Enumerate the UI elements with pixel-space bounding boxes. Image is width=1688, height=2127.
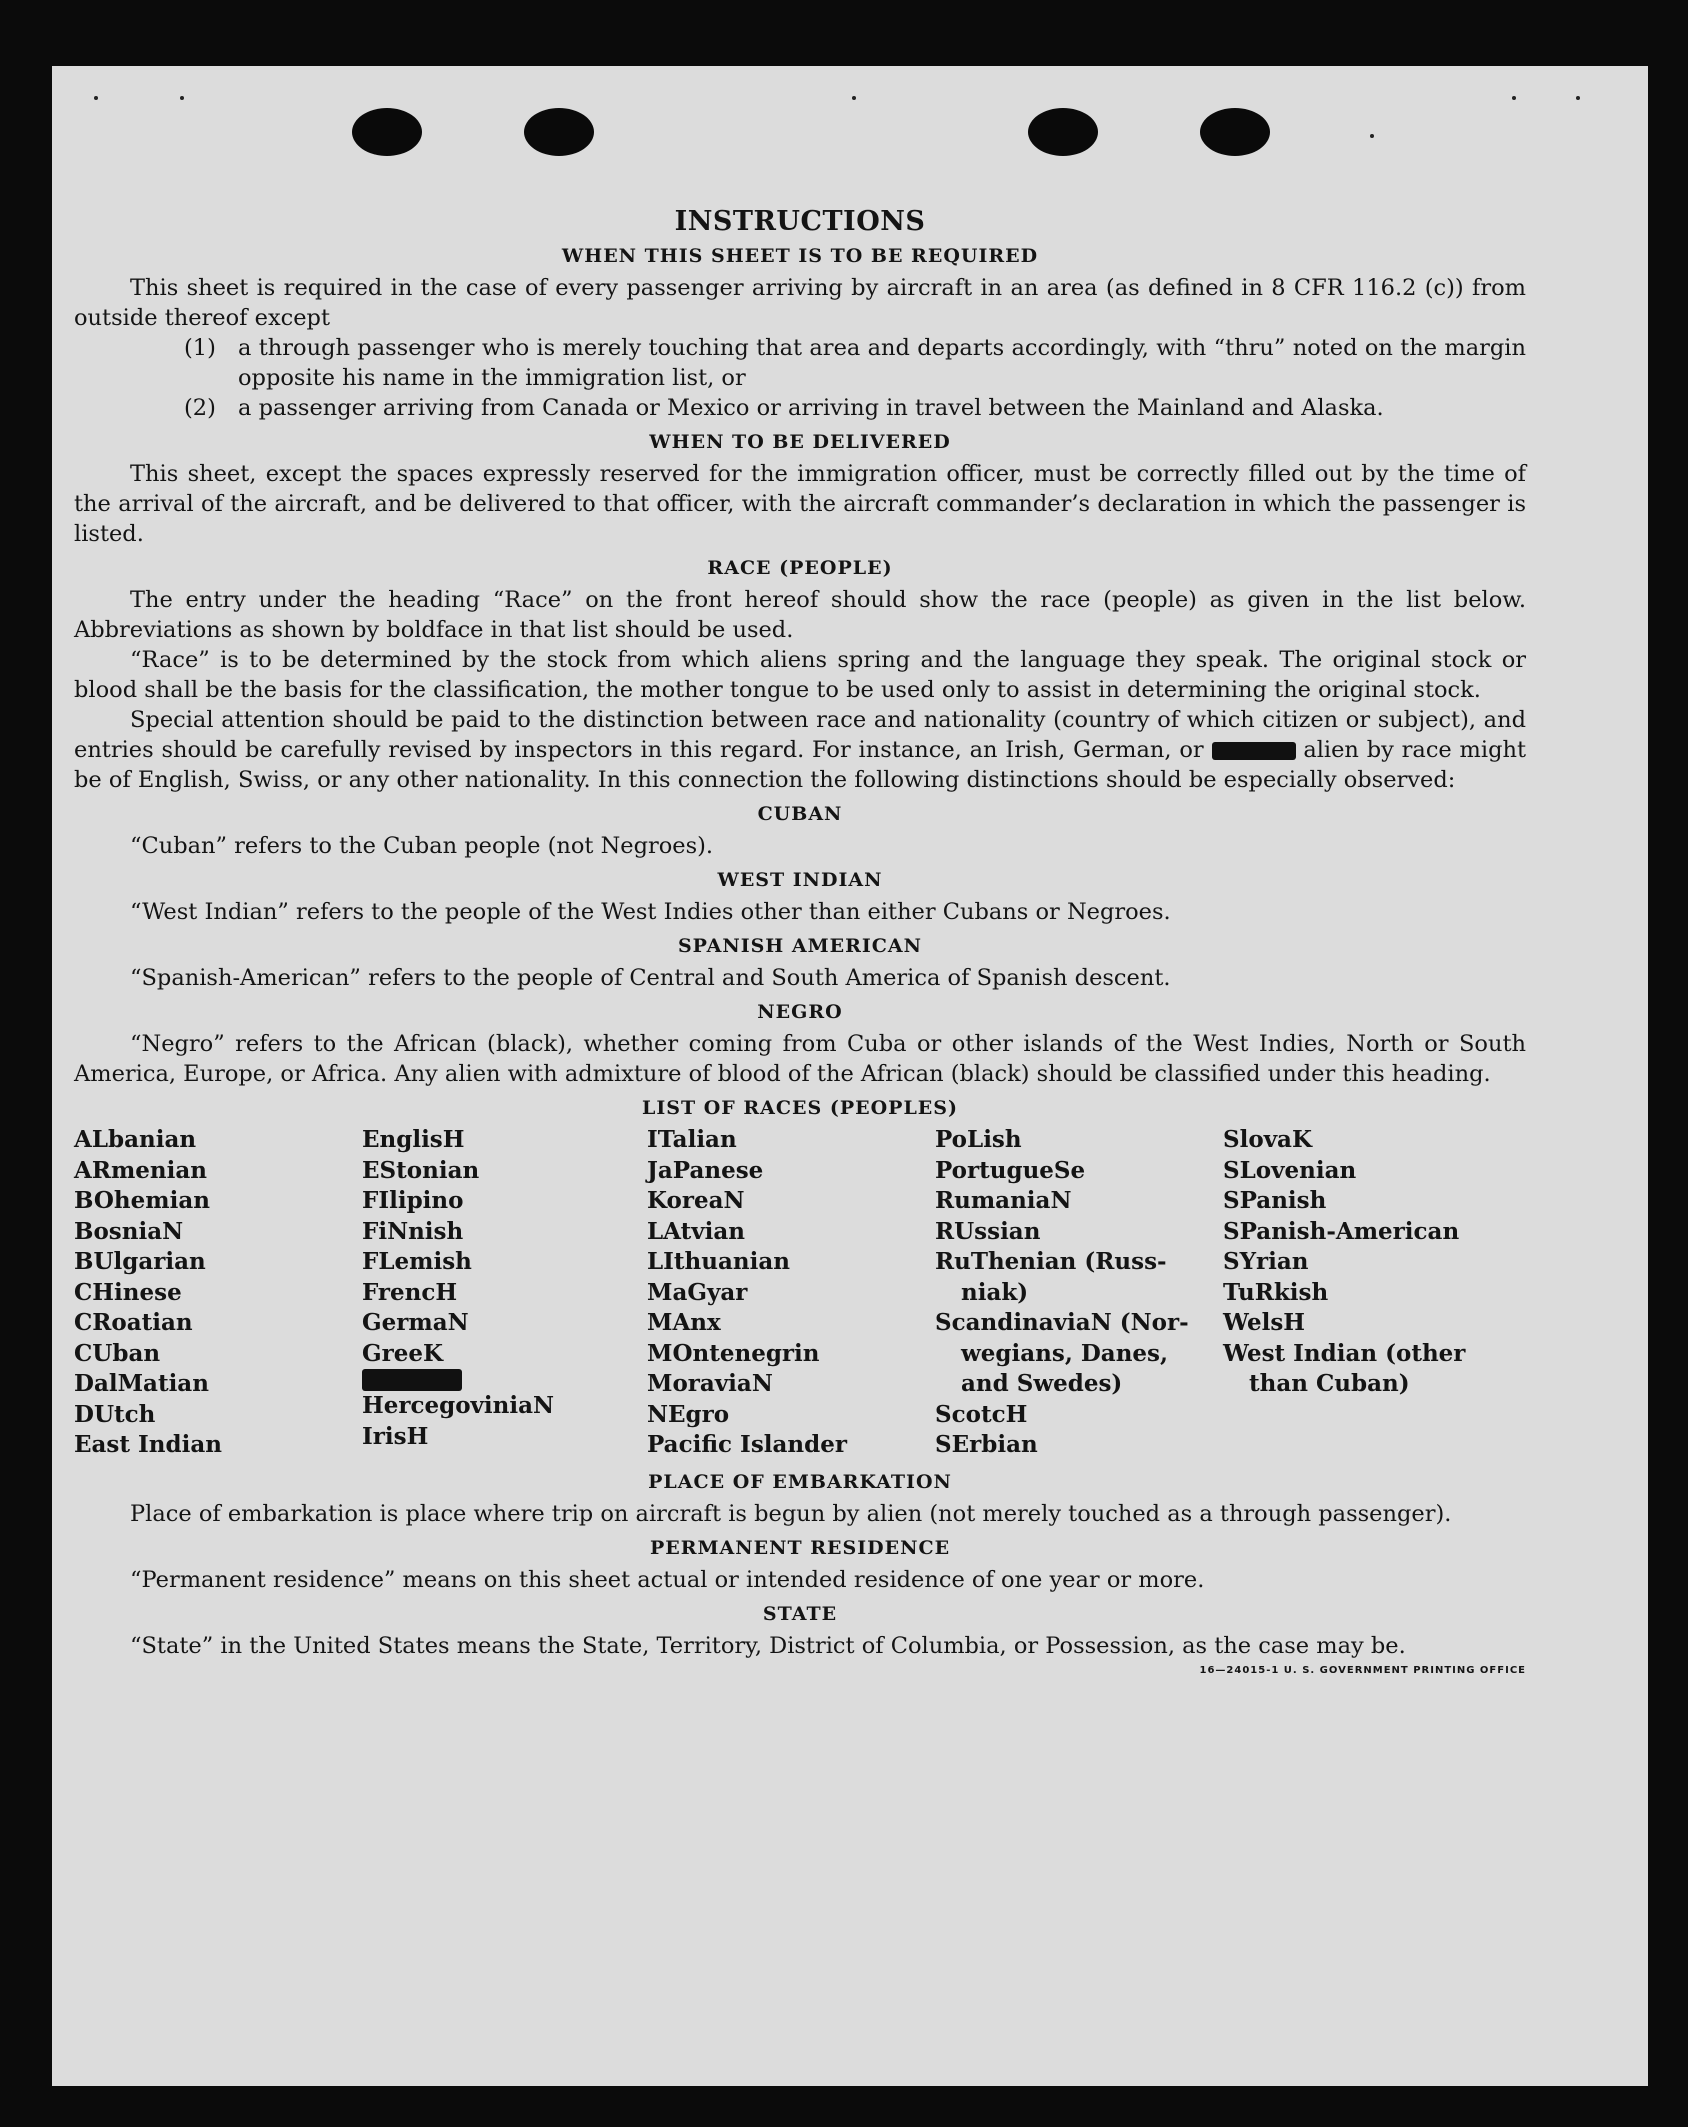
heading-residence: PERMANENT RESIDENCE	[649, 1536, 951, 1559]
page-title: INSTRUCTIONS	[674, 206, 926, 237]
race-entry: BUlgarian	[74, 1248, 206, 1275]
item-text: a passenger arriving from Canada or Mexico or arriving in travel between the Mainland and Alaska.	[238, 395, 1384, 421]
heading-when-delivered: WHEN TO BE DELIVERED	[649, 431, 951, 453]
west-indian-text: “West Indian” refers to the people of the West Indies other than either Cubans or Negroes.	[130, 899, 1171, 925]
item-text: a through passenger who is merely touching that area and departs accordingly, with “thru” noted on the margin opposite his name in the immigration list, or	[238, 335, 1526, 391]
race-entry: and Swedes)	[961, 1370, 1123, 1397]
race-entry: MOntenegrin	[647, 1339, 820, 1367]
race-entry: Pacific Islander	[647, 1431, 847, 1458]
when-required-intro: This sheet is required in the case of every passenger arriving by aircraft in an area (as defined in 8 CFR 116.2 (c)) from outside thereof except	[74, 275, 1526, 331]
race-entry: EStonian	[362, 1156, 480, 1184]
speck	[94, 96, 98, 100]
state-block	[74, 1631, 1526, 1676]
race-entry: IrisH	[362, 1422, 429, 1450]
race-column-2	[362, 1125, 647, 1461]
race-entry: FiNnish	[362, 1217, 464, 1245]
race-entry: ALbanian	[74, 1126, 197, 1153]
exception-item-2	[74, 393, 1526, 423]
race-entry: DUtch	[74, 1400, 156, 1428]
race-column-3	[647, 1125, 935, 1461]
race-entry: ScotcH	[935, 1400, 1028, 1428]
race-entry: FIlipino	[362, 1187, 464, 1214]
race-entry: ScandinaviaN (Nor-	[935, 1309, 1189, 1336]
race-entry: CHinese	[74, 1278, 182, 1306]
item-number: (1)	[184, 335, 216, 361]
race-entry: BOhemian	[74, 1187, 210, 1214]
speck	[1576, 96, 1580, 100]
cuban-text: “Cuban” refers to the Cuban people (not Negroes).	[130, 833, 714, 859]
race-entry: CRoatian	[74, 1309, 193, 1336]
race-entry: HercegoviniaN	[362, 1392, 555, 1419]
race-entry: GermaN	[362, 1309, 469, 1336]
race-entry: FLemish	[362, 1248, 472, 1275]
instructions-content	[74, 206, 1527, 1676]
race-entry: LIthuanian	[647, 1248, 790, 1275]
residence-text: “Permanent residence” means on this sheet actual or intended residence of one year or more.	[130, 1566, 1205, 1593]
heading-when-required: WHEN THIS SHEET IS TO BE REQUIRED	[561, 245, 1039, 267]
speck	[1370, 134, 1374, 138]
race-entry: niak)	[961, 1278, 1029, 1306]
race-entry: SPanish	[1223, 1187, 1327, 1214]
item-number: (2)	[184, 395, 216, 421]
heading-cuban: CUBAN	[757, 803, 843, 825]
race-entry: East Indian	[74, 1431, 222, 1458]
race-entry: PortugueSe	[935, 1156, 1086, 1184]
race-column-5	[1223, 1125, 1523, 1461]
race-entry: BosniaN	[74, 1217, 184, 1245]
heading-race: RACE (PEOPLE)	[707, 557, 893, 579]
speck	[852, 96, 856, 100]
race-entry: MaGyar	[647, 1278, 748, 1306]
race-entry: MAnx	[647, 1309, 721, 1336]
document-sheet	[52, 66, 1648, 2086]
speck	[1512, 96, 1516, 100]
race-entry: SLovenian	[1223, 1156, 1357, 1184]
race-entry: MoraviaN	[647, 1370, 773, 1397]
heading-spanish-american: SPANISH AMERICAN	[677, 935, 923, 957]
race-entry: LAtvian	[647, 1217, 745, 1245]
race-entry: GreeK	[362, 1339, 444, 1367]
spanish-american-text: “Spanish-American” refers to the people of Central and South America of Spanish descent.	[130, 965, 1171, 991]
race-entry: WelsH	[1223, 1309, 1306, 1336]
race-entry: PoLish	[935, 1126, 1022, 1153]
punch-hole	[524, 108, 594, 156]
race-paragraph-3-end: alien by race might be of English, Swiss, or any other nationality. In this connection the following distinctions should be especially observed:	[74, 737, 1527, 793]
heading-embarkation: PLACE OF EMBARKATION	[648, 1470, 952, 1493]
race-list	[74, 1125, 1526, 1461]
race-paragraph-1: The entry under the heading “Race” on the front hereof should show the race (people) as given in the list below. Abbreviations as shown by boldface in that list should be used.	[74, 587, 1526, 643]
race-paragraph-3-start: Special attention should be paid to the distinction between race and nationality (country of which citizen or subject), and entries should be carefully revised by inspectors in this regard. For instance, an Irish, German, or	[74, 707, 1526, 763]
race-entry: SlovaK	[1223, 1126, 1312, 1153]
race-entry: ARmenian	[74, 1156, 208, 1184]
race-entry: RuThenian (Russ-	[935, 1248, 1167, 1275]
race-entry: SPanish-American	[1223, 1217, 1460, 1245]
race-entry: RumaniaN	[935, 1187, 1072, 1214]
race-entry: SYrian	[1223, 1248, 1309, 1275]
redacted-entry	[362, 1369, 647, 1391]
race-entry: DalMatian	[74, 1370, 209, 1397]
punch-hole	[1200, 108, 1270, 156]
when-delivered-text: This sheet, except the spaces expressly reserved for the immigration officer, must be correctly filled out by the time of the arrival of the aircraft, and be delivered to that officer, with the aircraft commander’s declaration in which the passenger is listed.	[74, 461, 1526, 547]
redaction-mark	[362, 1369, 462, 1391]
race-entry: FrencH	[362, 1278, 458, 1306]
race-entry: TuRkish	[1223, 1278, 1329, 1306]
race-entry: RUssian	[935, 1217, 1041, 1245]
negro-text: “Negro” refers to the African (black), whether coming from Cuba or other islands of the West Indies, North or South America, Europe, or Africa. Any alien with admixture of blood of the African (black) should be classified under this heading.	[74, 1031, 1526, 1087]
race-entry: EnglisH	[362, 1126, 465, 1153]
speck	[180, 96, 184, 100]
race-entry: West Indian (other	[1223, 1339, 1466, 1367]
exception-item-1	[74, 333, 1526, 393]
race-entry: CUban	[74, 1339, 161, 1367]
race-paragraph-3	[74, 705, 1526, 795]
printer-line: 16—24015-1 U. S. GOVERNMENT PRINTING OFFICE	[1199, 1664, 1526, 1676]
race-entry: KoreaN	[647, 1187, 745, 1214]
punch-hole	[1028, 108, 1098, 156]
race-entry: JaPanese	[647, 1156, 764, 1184]
race-entry: SErbian	[935, 1431, 1038, 1458]
race-column-1	[74, 1125, 362, 1461]
race-paragraph-2: “Race” is to be determined by the stock from which aliens spring and the language they speak. The original stock or blood shall be the basis for the classification, the mother tongue to be used only to assist in determining the original stock.	[74, 647, 1526, 703]
race-entry: than Cuban)	[1249, 1370, 1410, 1397]
race-entry: wegians, Danes,	[961, 1339, 1168, 1367]
heading-west-indian: WEST INDIAN	[717, 869, 883, 891]
heading-list-of-races: LIST OF RACES (PEOPLES)	[642, 1097, 958, 1119]
race-entry: ITalian	[647, 1126, 737, 1153]
race-entry: NEgro	[647, 1400, 730, 1428]
redaction-mark	[1212, 742, 1296, 760]
race-column-4	[935, 1125, 1223, 1461]
heading-negro: NEGRO	[757, 1001, 843, 1023]
heading-state: STATE	[762, 1602, 838, 1625]
state-text: “State” in the United States means the State, Territory, District of Columbia, or Possession, as the case may be.	[130, 1632, 1406, 1659]
embarkation-text: Place of embarkation is place where trip on aircraft is begun by alien (not merely touched as a through passenger).	[130, 1500, 1452, 1527]
punch-hole	[352, 108, 422, 156]
